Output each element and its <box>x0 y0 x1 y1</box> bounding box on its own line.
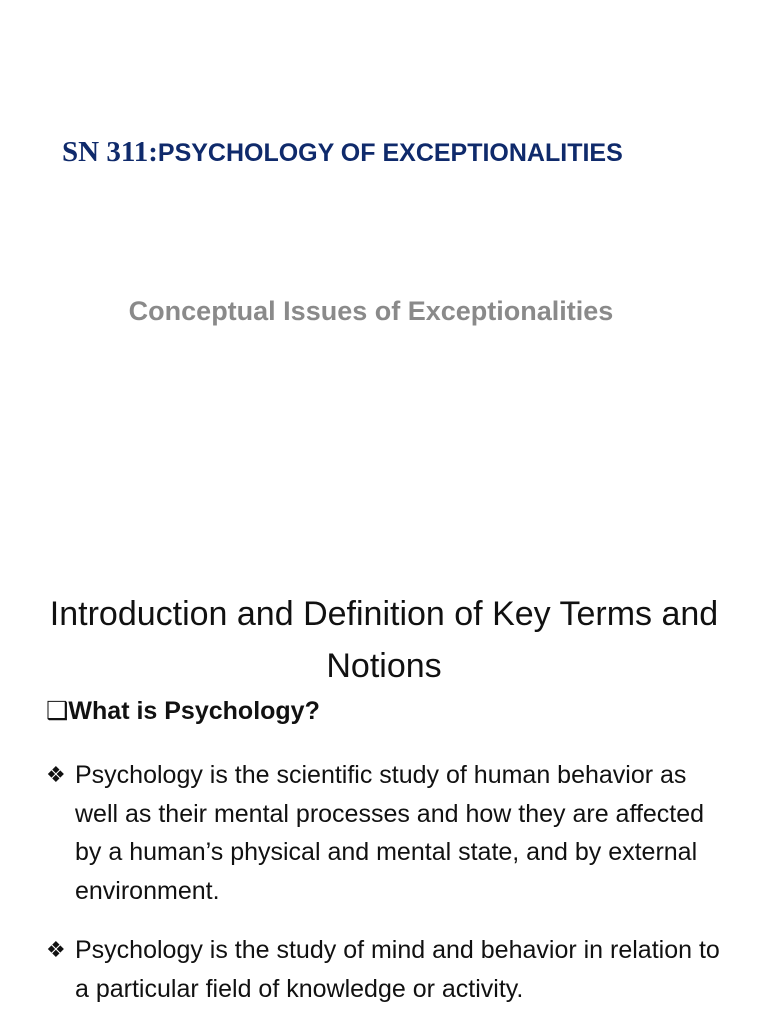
slide-subtitle: Conceptual Issues of Exceptionalities <box>128 296 614 326</box>
diamond-bullet-icon: ❖ <box>46 762 66 787</box>
question-text: What is Psychology? <box>68 697 320 725</box>
section-heading: Introduction and Definition of Key Terms and Notions <box>49 595 719 685</box>
bullet-text: Psychology is the scientific study of human behavior as well as their mental processes and how they are affected by a human’s physical and mental state, and by external environment. <box>75 761 705 905</box>
course-code: SN 311: <box>62 136 158 168</box>
course-name: PSYCHOLOGY OF EXCEPTIONALITIES <box>157 139 623 167</box>
list-item <box>46 756 736 910</box>
list-item <box>46 931 736 1008</box>
checkbox-bullet-icon: ❑ <box>46 697 69 725</box>
bullet-text: Psychology is the study of mind and behavior in relation to a particular field of knowledge or activity. <box>75 936 720 1003</box>
question-line <box>46 692 320 730</box>
slide-title <box>62 132 623 169</box>
bullet-list <box>46 756 736 1024</box>
diamond-bullet-icon: ❖ <box>46 937 66 962</box>
